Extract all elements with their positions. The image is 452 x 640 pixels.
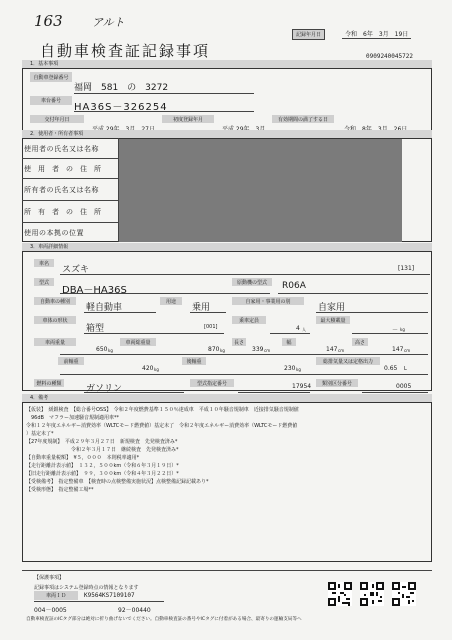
expiry-label: 有効期間の満了する日 [272,115,334,123]
section-user-owner: 2．使用者・所有者事項 [22,130,432,138]
gross-value: 870 [208,346,220,353]
capacity-label: 乗車定員 [232,316,266,324]
capacity-unit: 人 [302,327,306,332]
maker-code: [131] [398,265,415,272]
owner-row-owner-name: 所有者の氏名又は名称 [24,186,99,194]
class-value: 0005 [396,383,412,390]
qr-code-3 [392,582,416,606]
maker-value: スズキ [62,265,90,275]
fuel-label: 燃料の種類 [34,379,64,387]
gross-unit: kg [220,348,225,353]
maker-label: 車名 [34,259,54,267]
page-title: 自動車検査証記録事項 [40,42,211,60]
max-load-value: － [392,327,399,334]
section-basic: 1．基本事項 [22,60,432,68]
section-remarks: 4．備考 [22,394,432,402]
vehicle-id-value: K9564KS7109107 [84,592,135,599]
class-label: 類別区分番号 [316,379,358,387]
plate-value: 福岡 581 の 3272 [74,83,169,93]
remark-line: 【自動車重量税額】 ¥５，０００ 本則税率適用* [26,455,140,461]
length-value: 339 [252,346,264,353]
body-label: 車体の形状 [34,316,76,324]
record-date: 令和 6年 3月 19日 [342,29,411,39]
weight-label: 車両重量 [34,338,76,346]
remark-line: ）基定未了* [26,431,54,437]
displacement-label: 総排気量又は定格出力 [316,357,380,365]
front-axle-label: 前軸重 [58,357,84,365]
notice-line: 記録事項はシステム登録時点の情報となります [34,585,139,591]
max-load-unit: kg [400,327,405,332]
remark-line: 【走行距離計表示値】 １３２，５００km（令和６年３月１９日）* [26,463,179,469]
rear-axle-value: 230 [284,365,296,372]
chassis-label: 車台番号 [30,96,72,105]
displacement-unit: L [404,366,407,372]
business-value: 自家用 [318,303,346,313]
owner-row-user-name: 使用者の氏名又は名称 [24,145,99,153]
fuel-value: ガソリン [86,384,123,394]
width-label: 幅 [282,338,296,346]
notice-header: 【保護事項】 [34,575,65,581]
use-value: 乗用 [192,303,211,313]
issue-label: 交付年月日 [30,115,84,123]
front-axle-unit: kg [154,367,159,372]
record-date-label: 記録年月日 [292,29,325,40]
remark-line: 令和１２年度エネルギー消費効率（WLTCモード燃費値）基定未了 令和２年度エネルギー消費効率（WLTCモード燃費値 [26,423,298,429]
handwritten-note: アルト [92,16,125,29]
section-vehicle: 3．車両詳細情報 [22,243,432,251]
business-label: 自家用・事業用の別 [232,297,304,305]
doc-number: 0909240045722 [366,53,413,60]
rear-axle-unit: kg [296,367,301,372]
engine-label: 原動機の型式 [232,278,272,286]
remark-line: 【仮装】 緩銀検査 【総合番号OSS】 令和２年度燃費基準１５０％達成車 平成１０年騒音規制車 近接排気騒音規制値 [26,407,299,413]
capacity-value: 4 [296,325,300,332]
code-right: 92－00440 [118,607,151,614]
weight-value: 650 [96,346,108,353]
kind-label: 自動車の種別 [34,297,76,305]
use-label: 用途 [160,297,182,305]
designation-label: 型式指定番号 [190,379,234,387]
qr-code-2 [360,582,384,606]
body-value: 箱型 [86,324,105,334]
height-label: 高さ [352,338,368,346]
remark-line: 【受検備考】 指定整備車 【検査時の点検整備実施状況】点検整備記録記載あり* [26,479,209,485]
width-value: 147 [326,346,338,353]
designation-value: 17954 [292,383,312,390]
rear-axle-label: 後軸重 [182,357,206,365]
chassis-value: HA36S－326254 [74,102,168,113]
remark-line: 【受検形態】 指定整備工場** [26,487,94,493]
body-code: [001] [204,324,218,330]
remark-line: 96dB マフラー加速騒音規制適用車** [26,415,119,421]
owner-row-user-address: 使 用 者 の 住 所 [24,165,101,173]
remark-line: 【旧走行距離計表示値】 ９９，３００km（令和４年３月２２日）* [26,471,179,477]
model-label: 型式 [34,278,54,286]
length-unit: cm [264,348,271,353]
max-load-label: 最大積載量 [316,316,350,324]
code-left: 004－0005 [34,607,67,614]
engine-value: R06A [282,281,306,291]
gross-label: 車両総重量 [120,338,156,346]
handwritten-number: 163 [34,12,63,30]
kind-value: 軽自動車 [86,303,123,313]
vehicle-id-label: 車両ＩＤ [34,591,78,600]
owner-row-base-location: 使用の本拠の位置 [24,229,84,237]
remark-line: 【27年度規制】 平成２９年３月２７日 新規検査 先発検査済み* [26,439,178,445]
width-unit: cm [338,348,345,353]
remark-line: 令和２年３月１７日 継続検査 先発検査済み* [26,447,179,453]
displacement-value: 0.65 [384,365,398,372]
plate-label: 自動車登録番号 [30,72,72,82]
qr-code-1 [328,582,352,606]
weight-unit: kg [108,348,113,353]
bottom-note: 自動車検査証のICタグ部分は絶対に折り曲げないでください。自動車検査証の番号やICタグに付着がある場合、最寄りの運輸支局等へ [26,617,302,622]
owner-row-owner-address: 所 有 者 の 住 所 [24,208,101,216]
redacted-owner-info [119,139,402,242]
height-value: 147 [392,346,404,353]
height-unit: cm [404,348,411,353]
length-label: 長さ [233,339,244,346]
model-value: DBA－HA36S [62,285,127,296]
front-axle-value: 420 [142,365,154,372]
first-reg-label: 初度登録年月 [162,115,214,123]
